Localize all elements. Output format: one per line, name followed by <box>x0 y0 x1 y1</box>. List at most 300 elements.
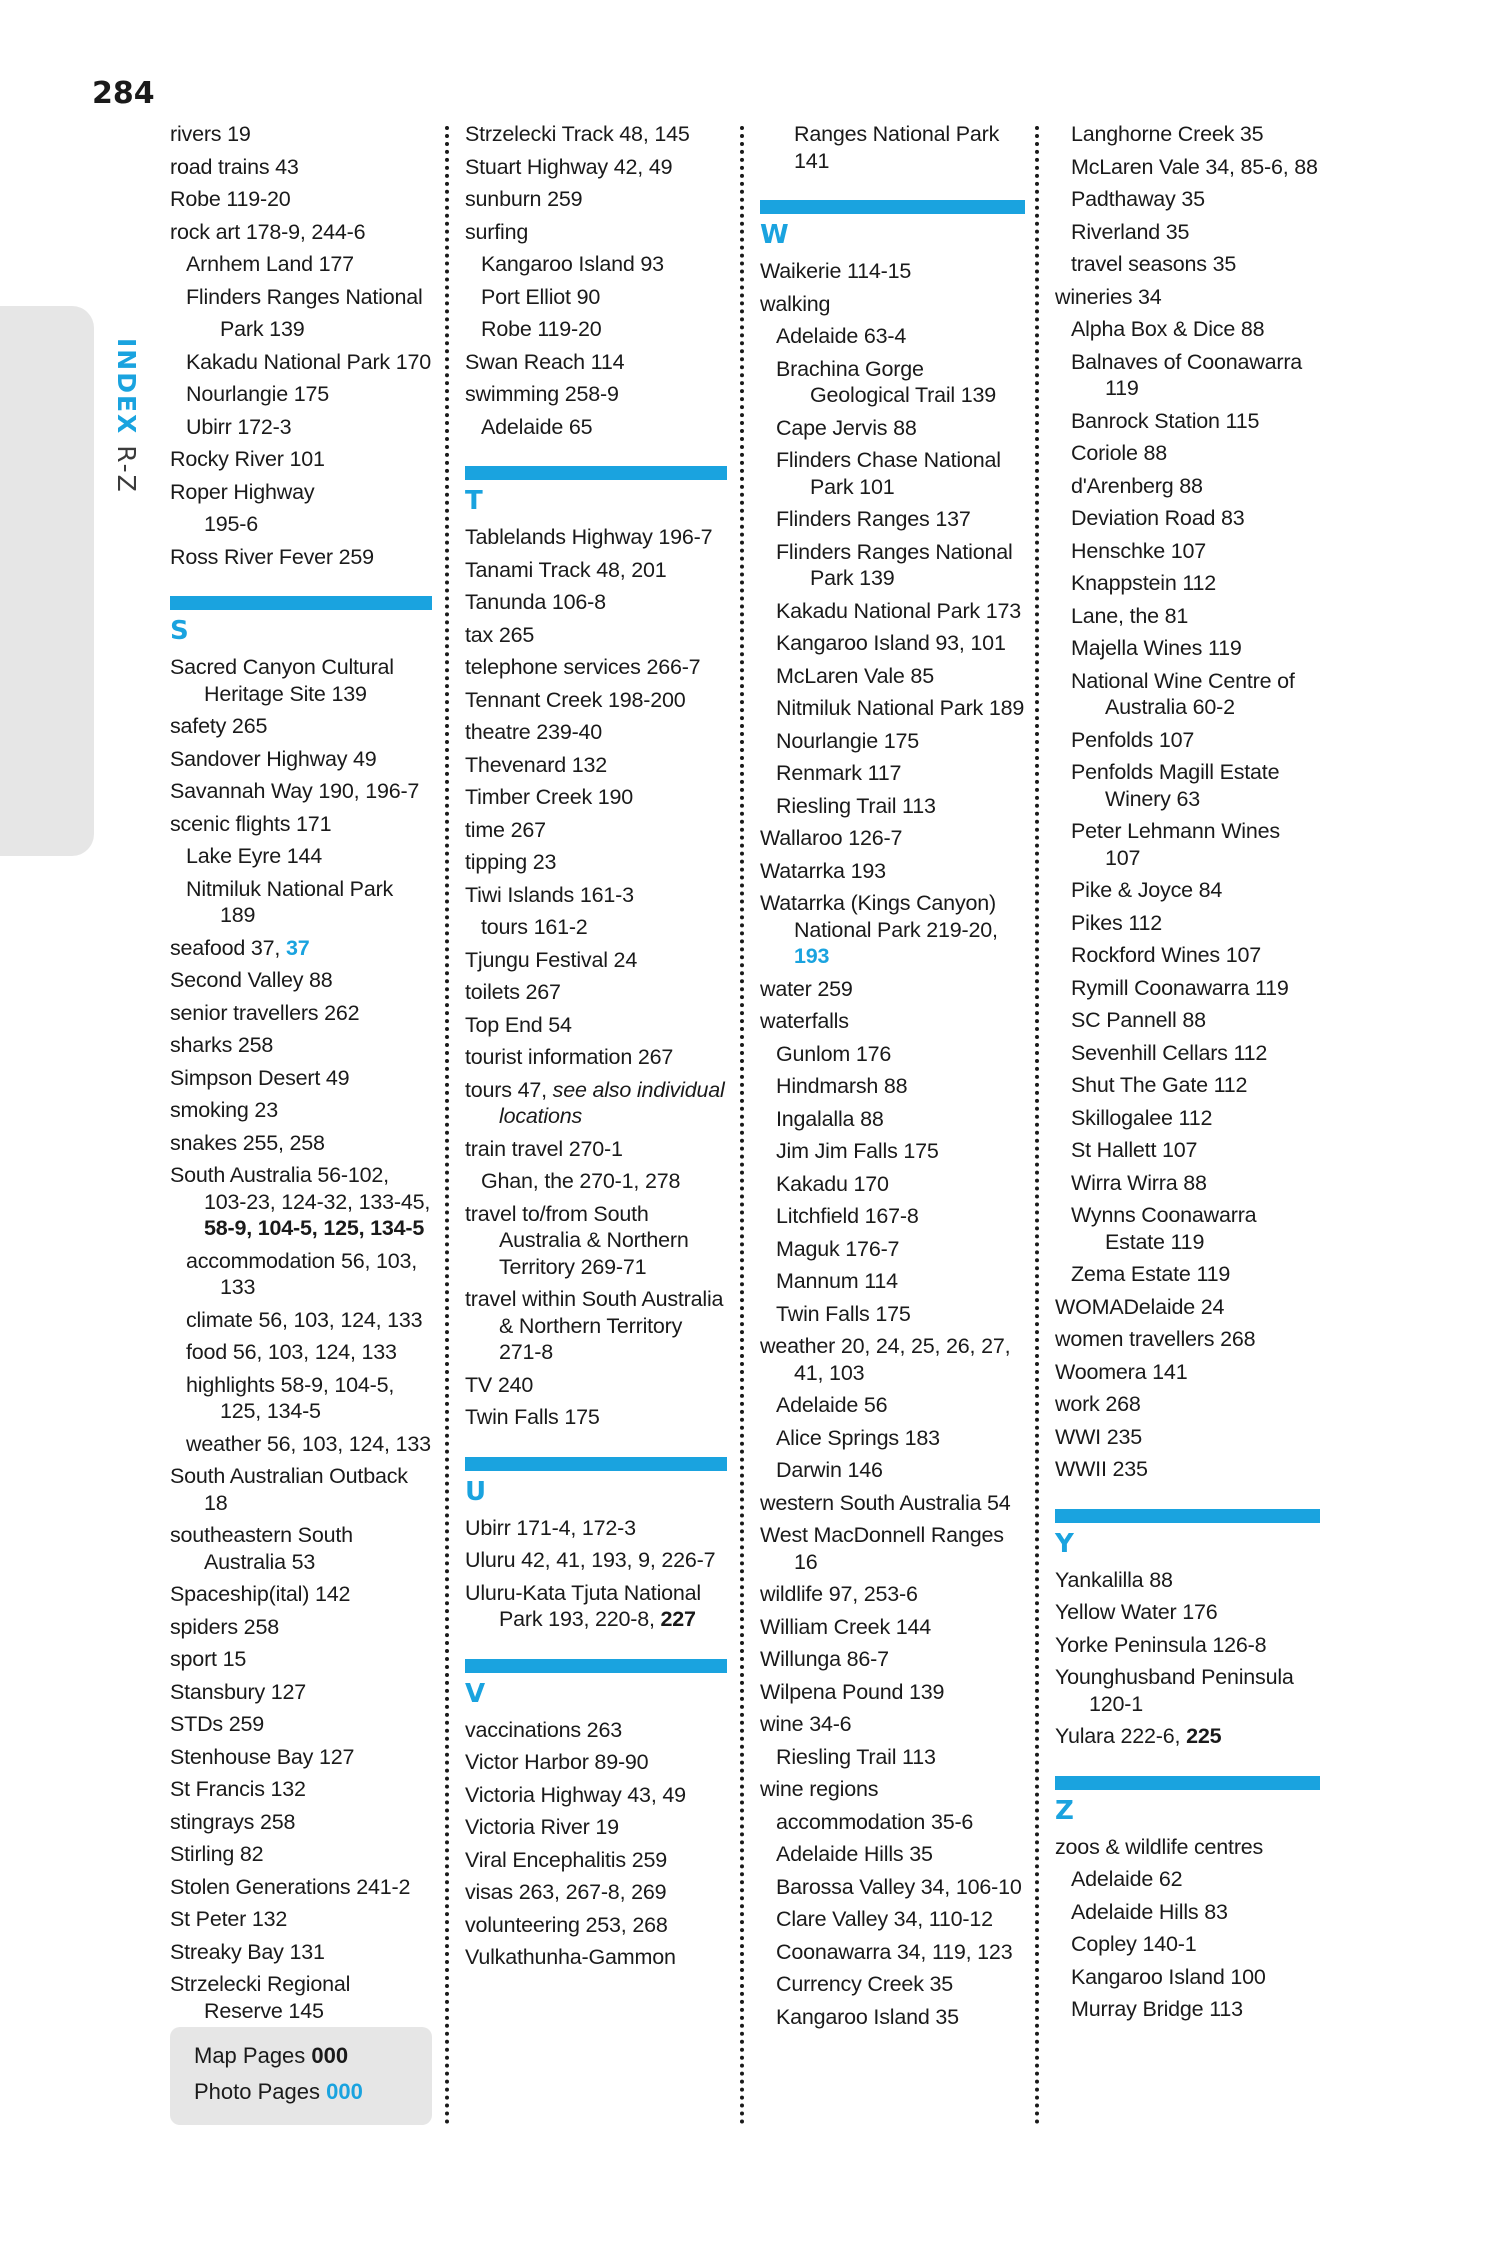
entry-text: Yankalilla 88 <box>1055 1567 1173 1592</box>
index-entry <box>465 1547 727 1574</box>
entry-text: Pikes 112 <box>1071 910 1163 935</box>
entry-text: SC Pannell 88 <box>1071 1008 1206 1032</box>
entry-text: Riesling Trail 113 <box>776 793 936 818</box>
index-entry <box>170 1000 432 1027</box>
index-entry <box>465 979 727 1006</box>
index-subentry <box>465 914 727 941</box>
entry-text: d'Arenberg 88 <box>1071 473 1203 498</box>
entry-text: William Creek 144 <box>760 1614 932 1639</box>
entry-text: Riverland 35 <box>1071 219 1190 244</box>
section-w <box>760 200 1025 252</box>
entry-text: Murray Bridge 113 <box>1071 1997 1243 2021</box>
entry-text: wildlife 97, 253-6 <box>760 1582 918 1606</box>
entry-text: Kangaroo Island 100 <box>1071 1964 1266 1989</box>
entry-text: visas 263, 267-8, 269 <box>465 1880 667 1904</box>
entry-text: Victoria Highway 43, 49 <box>465 1782 686 1807</box>
legend-map-value: 000 <box>311 2043 349 2068</box>
entry-text: Tanunda 106-8 <box>465 590 606 614</box>
index-entry <box>760 976 1025 1003</box>
entry-text: tax 265 <box>465 622 535 647</box>
index-subentry <box>760 1073 1025 1100</box>
map-page-ref: 58-9, 104-5, 125, 134-5 <box>204 1216 425 1240</box>
entry-text: weather 56, 103, 124, 133 <box>186 1431 431 1456</box>
entry-text: Viral Encephalitis 259 <box>465 1847 667 1872</box>
index-entry <box>760 1008 1025 1035</box>
entry-text: Penfolds Magill Estate Winery 63 <box>1071 760 1280 811</box>
section-v <box>465 1659 727 1711</box>
entry-text: Hindmarsh 88 <box>776 1074 908 1098</box>
index-subentry <box>465 1168 727 1195</box>
index-entry <box>465 349 727 376</box>
index-entry <box>465 557 727 584</box>
entry-text: Peter Lehmann Wines 107 <box>1071 819 1280 870</box>
entry-text: Lane, the 81 <box>1071 603 1189 628</box>
entry-text: Savannah Way 190, 196-7 <box>170 779 420 803</box>
entries-z <box>1055 1834 1320 2023</box>
entry-text: travel seasons 35 <box>1071 252 1237 276</box>
index-entry <box>465 1515 727 1542</box>
entry-text: zoos & wildlife centres <box>1055 1834 1264 1859</box>
entries-u <box>465 1515 727 1633</box>
entry-text: Tanami Track 48, 201 <box>465 557 667 582</box>
index-entry <box>465 1749 727 1776</box>
index-entry <box>465 1286 727 1366</box>
index-entry <box>465 524 727 551</box>
entry-text: National Wine Centre of Australia 60-2 <box>1071 668 1295 719</box>
index-subentry <box>760 695 1025 722</box>
entry-text: Spaceship(ital) 142 <box>170 1582 351 1606</box>
index-subentry <box>1055 668 1320 721</box>
index-entry <box>170 186 432 213</box>
index-entry <box>170 967 432 994</box>
entry-text: South Australian Outback 18 <box>170 1464 408 1515</box>
legend-map-label: Map Pages <box>194 2043 312 2068</box>
entry-text: Kangaroo Island 93, 101 <box>776 631 1006 655</box>
entry-text: WOMADelaide 24 <box>1055 1294 1225 1319</box>
index-subentry <box>760 1425 1025 1452</box>
index-entry <box>170 1971 432 2024</box>
entry-text: Stolen Generations 241-2 <box>170 1874 411 1899</box>
section-t <box>465 466 727 518</box>
entries-w <box>760 258 1025 2030</box>
entry-text: 195-6 <box>204 512 258 536</box>
section-letter: Y <box>1055 1528 1074 1559</box>
entry-text: toilets 267 <box>465 980 561 1004</box>
index-subentry <box>760 1171 1025 1198</box>
index-subentry <box>1055 1866 1320 1893</box>
index-entry <box>1055 1632 1320 1659</box>
index-entry <box>1055 1723 1320 1750</box>
index-entry <box>1055 1424 1320 1451</box>
entry-text: theatre 239-40 <box>465 720 603 744</box>
index-entry <box>465 784 727 811</box>
index-subentry <box>760 1841 1025 1868</box>
index-subentry <box>170 284 432 311</box>
index-entry <box>170 511 432 538</box>
index-subentry <box>465 251 727 278</box>
entry-text: Copley 140-1 <box>1071 1932 1197 1956</box>
entry-text: Nourlangie 175 <box>776 728 920 753</box>
index-entry <box>465 381 727 408</box>
page-number: 284 <box>92 76 155 111</box>
entry-text: Port Elliot 90 <box>481 284 601 309</box>
entry-text: train travel 270-1 <box>465 1136 623 1161</box>
entry-text: accommodation 35-6 <box>776 1809 974 1834</box>
entry-text: Rockford Wines 107 <box>1071 943 1261 967</box>
index-entry <box>465 719 727 746</box>
entry-text: Strzelecki Regional Reserve 145 <box>170 1972 351 2023</box>
index-subentry <box>465 316 727 343</box>
index-subentry <box>760 1268 1025 1295</box>
entry-text: Lake Eyre 144 <box>186 844 323 868</box>
index-subentry <box>1055 910 1320 937</box>
entry-text: work 268 <box>1055 1392 1141 1416</box>
entry-text: Litchfield 167-8 <box>776 1204 919 1228</box>
entry-text: climate 56, 103, 124, 133 <box>186 1307 423 1332</box>
index-subentry <box>170 1248 432 1301</box>
entry-text: Flinders Ranges National <box>186 284 423 309</box>
index-column-4 <box>1055 121 1320 2029</box>
index-entry <box>465 1372 727 1399</box>
index-entry <box>170 935 432 962</box>
index-subentry <box>760 415 1025 442</box>
entry-text: Barossa Valley 34, 106-10 <box>776 1874 1022 1899</box>
index-entry <box>170 1614 432 1641</box>
section-bar <box>1055 1776 1320 1790</box>
index-subentry <box>760 356 1025 409</box>
index-subentry <box>760 630 1025 657</box>
entry-text: waterfalls <box>760 1009 849 1033</box>
entry-text: Tjungu Festival 24 <box>465 947 638 972</box>
entry-text: Langhorne Creek 35 <box>1071 122 1264 146</box>
index-entry <box>465 1044 727 1071</box>
section-bar <box>465 1659 727 1673</box>
index-subentry <box>760 1457 1025 1484</box>
section-bar <box>465 466 727 480</box>
index-entry <box>170 1522 432 1575</box>
index-subentry <box>170 876 432 929</box>
entry-text: Ubirr 171-4, 172-3 <box>465 1515 636 1540</box>
entry-text: Kangaroo Island 35 <box>776 2004 959 2029</box>
entry-text: Renmark 117 <box>776 761 902 785</box>
entry-text: travel within South Australia & Northern Territory 271-8 <box>465 1287 724 1364</box>
index-entry <box>170 316 432 343</box>
index-subentry <box>1055 408 1320 435</box>
index-entry <box>465 219 727 246</box>
entry-text: Younghusband Peninsula 120-1 <box>1055 1665 1294 1716</box>
index-subentry <box>1055 570 1320 597</box>
entry-text: TV 240 <box>465 1372 534 1397</box>
index-entry <box>465 1847 727 1874</box>
section-bar <box>170 596 432 610</box>
entry-text: Wirra Wirra 88 <box>1071 1170 1207 1195</box>
entry-text: Kakadu National Park 170 <box>186 349 432 374</box>
entry-text: Thevenard 132 <box>465 752 608 777</box>
index-subentry <box>170 1431 432 1458</box>
index-subentry <box>1055 759 1320 812</box>
index-entry <box>465 654 727 681</box>
index-entry <box>465 1077 727 1130</box>
legend-map-pages <box>194 2043 348 2069</box>
index-entry <box>1055 1391 1320 1418</box>
index-subentry <box>1055 1899 1320 1926</box>
map-page-ref: 227 <box>660 1607 696 1631</box>
index-entry <box>170 811 432 838</box>
index-subentry <box>170 1307 432 1334</box>
index-subentry <box>1055 1964 1320 1991</box>
entry-text: Tablelands Highway 196-7 <box>465 525 713 549</box>
entry-text: Nitmiluk National Park 189 <box>776 696 1025 720</box>
index-entry <box>465 1136 727 1163</box>
entry-text: Twin Falls 175 <box>465 1405 600 1429</box>
entry-text: Zema Estate 119 <box>1071 1262 1231 1286</box>
entry-text: rock art 178-9, 244-6 <box>170 219 366 244</box>
entry-text: vaccinations 263 <box>465 1717 622 1742</box>
index-entry <box>170 1162 432 1242</box>
index-subentry <box>1055 219 1320 246</box>
index-subentry <box>760 1874 1025 1901</box>
index-entry <box>465 947 727 974</box>
index-subentry <box>760 1906 1025 1933</box>
index-subentry <box>760 1392 1025 1419</box>
index-entry <box>170 1711 432 1738</box>
index-entry <box>170 1065 432 1092</box>
entry-text: Watarrka 193 <box>760 858 886 883</box>
entry-text: WWI 235 <box>1055 1424 1143 1449</box>
index-entry <box>465 1879 727 1906</box>
entry-text: Flinders Ranges 137 <box>776 507 971 531</box>
index-entry <box>760 1490 1025 1517</box>
entry-text: walking <box>760 291 831 316</box>
index-entry <box>465 1012 727 1039</box>
index-entry <box>170 219 432 246</box>
index-subentry <box>760 323 1025 350</box>
legend-photo-label: Photo Pages <box>194 2079 327 2104</box>
entry-text: Tiwi Islands 161-3 <box>465 882 634 907</box>
entry-text: Stenhouse Bay 127 <box>170 1744 355 1769</box>
index-subentry <box>1055 1996 1320 2023</box>
index-entry <box>170 479 432 506</box>
index-subentry <box>170 843 432 870</box>
index-subentry <box>760 1971 1025 1998</box>
entry-text: Sandover Highway 49 <box>170 746 377 771</box>
index-entry <box>760 1646 1025 1673</box>
index-entry <box>465 186 727 213</box>
entry-text: spiders 258 <box>170 1614 279 1639</box>
entry-text: Stuart Highway 42, 49 <box>465 154 673 179</box>
entry-text: volunteering 253, 268 <box>465 1912 668 1937</box>
index-entry <box>465 1814 727 1841</box>
entry-text: Ross River Fever 259 <box>170 544 374 569</box>
index-entry <box>1055 284 1320 311</box>
entry-text: Maguk 176-7 <box>776 1236 900 1261</box>
entry-text: highlights 58-9, 104-5, 125, 134-5 <box>186 1372 395 1423</box>
entry-text: Timber Creek 190 <box>465 785 634 809</box>
entries-y <box>1055 1567 1320 1750</box>
entry-text: tours 161-2 <box>481 915 588 939</box>
entry-text: Wilpena Pound 139 <box>760 1679 945 1704</box>
entry-text: Adelaide 65 <box>481 414 593 439</box>
entry-text: STDs 259 <box>170 1712 264 1736</box>
index-subentry <box>1055 1007 1320 1034</box>
index-subentry <box>170 381 432 408</box>
entry-text: Second Valley 88 <box>170 968 333 992</box>
index-subentry <box>1055 154 1320 181</box>
entry-text: West MacDonnell Ranges 16 <box>760 1523 1004 1574</box>
entry-text: Flinders Ranges National Park 139 <box>776 539 1013 590</box>
section-y <box>1055 1509 1320 1561</box>
index-subentry <box>1055 121 1320 148</box>
legend-photo-value: 000 <box>326 2079 363 2104</box>
entry-text: rivers 19 <box>170 122 251 146</box>
index-entry <box>1055 1294 1320 1321</box>
index-entry <box>170 1809 432 1836</box>
entry-text: McLaren Vale 85 <box>776 663 934 688</box>
index-entry <box>465 849 727 876</box>
index-entry <box>170 446 432 473</box>
entry-text: Jim Jim Falls 175 <box>776 1139 939 1163</box>
index-entry <box>170 778 432 805</box>
section-letter: T <box>465 486 483 516</box>
index-subentry <box>1055 1137 1320 1164</box>
index-subentry <box>760 793 1025 820</box>
index-entry <box>170 746 432 773</box>
entry-text: Sevenhill Cellars 112 <box>1071 1040 1268 1065</box>
entry-text: Simpson Desert 49 <box>170 1065 350 1090</box>
entry-text: Robe 119-20 <box>481 317 602 341</box>
index-subentry <box>465 414 727 441</box>
entry-text: senior travellers 262 <box>170 1000 360 1025</box>
index-subentry <box>760 1744 1025 1771</box>
entry-text: Kakadu National Park 173 <box>776 598 1022 623</box>
index-entry <box>170 1130 432 1157</box>
index-entry <box>465 1580 727 1633</box>
entry-text: Watarrka (Kings Canyon) National Park 219-20, <box>760 891 998 942</box>
entry-text: Majella Wines 119 <box>1071 636 1242 660</box>
entry-text: tourist information 267 <box>465 1045 674 1069</box>
index-subentry <box>1055 818 1320 871</box>
index-entry <box>760 258 1025 285</box>
entry-text: Clare Valley 34, 110-12 <box>776 1907 993 1931</box>
section-letter: S <box>170 616 189 646</box>
entry-text: wineries 34 <box>1055 284 1162 309</box>
entry-text: Roper Highway <box>170 479 315 504</box>
entry-text: time 267 <box>465 817 546 842</box>
entry-text: Strzelecki Track 48, 145 <box>465 122 690 146</box>
index-subentry <box>760 728 1025 755</box>
entry-text: Adelaide 63-4 <box>776 324 907 348</box>
entry-text: Yorke Peninsula 126-8 <box>1055 1632 1267 1657</box>
entry-text: Stansbury 127 <box>170 1679 307 1704</box>
entry-text: Flinders Chase National Park 101 <box>776 448 1001 499</box>
index-subentry <box>1055 727 1320 754</box>
entry-text: Wallaroo 126-7 <box>760 826 903 850</box>
entry-text: Uluru 42, 41, 193, 9, 226-7 <box>465 1548 716 1572</box>
index-subentry <box>170 414 432 441</box>
entry-text: Alpha Box & Dice 88 <box>1071 317 1265 341</box>
entry-text: South Australia 56-102, 103-23, 124-32, 133-45, <box>170 1163 431 1214</box>
index-subentry <box>760 1236 1025 1263</box>
index-entry <box>760 1522 1025 1575</box>
index-subentry <box>1055 1261 1320 1288</box>
index-entry <box>170 154 432 181</box>
entry-text: Twin Falls 175 <box>776 1301 911 1326</box>
index-entry <box>170 1776 432 1803</box>
index-entry <box>465 622 727 649</box>
section-letter: Z <box>1055 1795 1074 1826</box>
entry-text: Vulkathunha-Gammon <box>465 1945 676 1969</box>
index-entry <box>760 1581 1025 1608</box>
entry-text: Rocky River 101 <box>170 447 325 471</box>
index-subentry <box>760 663 1025 690</box>
entry-text: wine 34-6 <box>760 1712 852 1736</box>
entries-pre <box>1055 121 1320 1483</box>
entry-text: Yulara 222-6, <box>1055 1724 1187 1748</box>
index-subentry <box>1055 251 1320 278</box>
index-entry <box>465 1782 727 1809</box>
index-entry <box>170 544 432 571</box>
index-subentry <box>170 1372 432 1425</box>
section-bar <box>760 200 1025 214</box>
entry-text: Gunlom 176 <box>776 1041 892 1066</box>
entry-text: Adelaide Hills 35 <box>776 1842 933 1866</box>
entry-text: swimming 258-9 <box>465 382 619 406</box>
index-subentry <box>1055 877 1320 904</box>
entry-text: stingrays 258 <box>170 1809 296 1834</box>
index-entry <box>760 121 1025 174</box>
index-subentry <box>1055 1170 1320 1197</box>
entry-text: sharks 258 <box>170 1033 274 1057</box>
index-entry <box>170 654 432 707</box>
entry-text: Alice Springs 183 <box>776 1425 940 1450</box>
index-entry <box>170 1744 432 1771</box>
entry-text: western South Australia 54 <box>760 1490 1011 1515</box>
entry-text: women travellers 268 <box>1055 1327 1256 1351</box>
entry-text: Kangaroo Island 93 <box>481 252 664 276</box>
entry-text: Ubirr 172-3 <box>186 414 292 439</box>
entry-text: St Hallett 107 <box>1071 1138 1198 1162</box>
photo-page-ref: 37 <box>285 935 310 960</box>
index-subentry <box>760 760 1025 787</box>
entry-text: Padthaway 35 <box>1071 187 1205 211</box>
index-subentry <box>1055 1202 1320 1255</box>
entry-text: Willunga 86-7 <box>760 1647 889 1671</box>
entry-text: scenic flights 171 <box>170 811 332 836</box>
index-subentry <box>760 1106 1025 1133</box>
entry-text: Kakadu 170 <box>776 1171 889 1196</box>
entry-text: Ghan, the 270-1, 278 <box>481 1169 681 1193</box>
index-entry <box>170 1032 432 1059</box>
entries-s <box>170 654 432 2024</box>
legend-photo-pages <box>194 2079 363 2105</box>
index-entry <box>465 121 727 148</box>
index-entry <box>1055 1567 1320 1594</box>
entry-text: smoking 23 <box>170 1098 278 1122</box>
index-entry <box>170 1841 432 1868</box>
index-label-range: R-Z <box>112 435 141 494</box>
entry-text: Nitmiluk National Park 189 <box>186 876 394 927</box>
index-subentry <box>760 1138 1025 1165</box>
index-entry <box>465 1944 727 1971</box>
entry-text: Knappstein 112 <box>1071 571 1217 595</box>
entry-text: weather 20, 24, 25, 26, 27, 41, 103 <box>760 1334 1011 1385</box>
index-entry <box>465 154 727 181</box>
index-subentry <box>170 349 432 376</box>
entry-text: Brachina Gorge Geological Trail 139 <box>776 356 997 407</box>
entries-pre <box>760 121 1025 174</box>
index-subentry <box>1055 505 1320 532</box>
index-subentry <box>1055 440 1320 467</box>
